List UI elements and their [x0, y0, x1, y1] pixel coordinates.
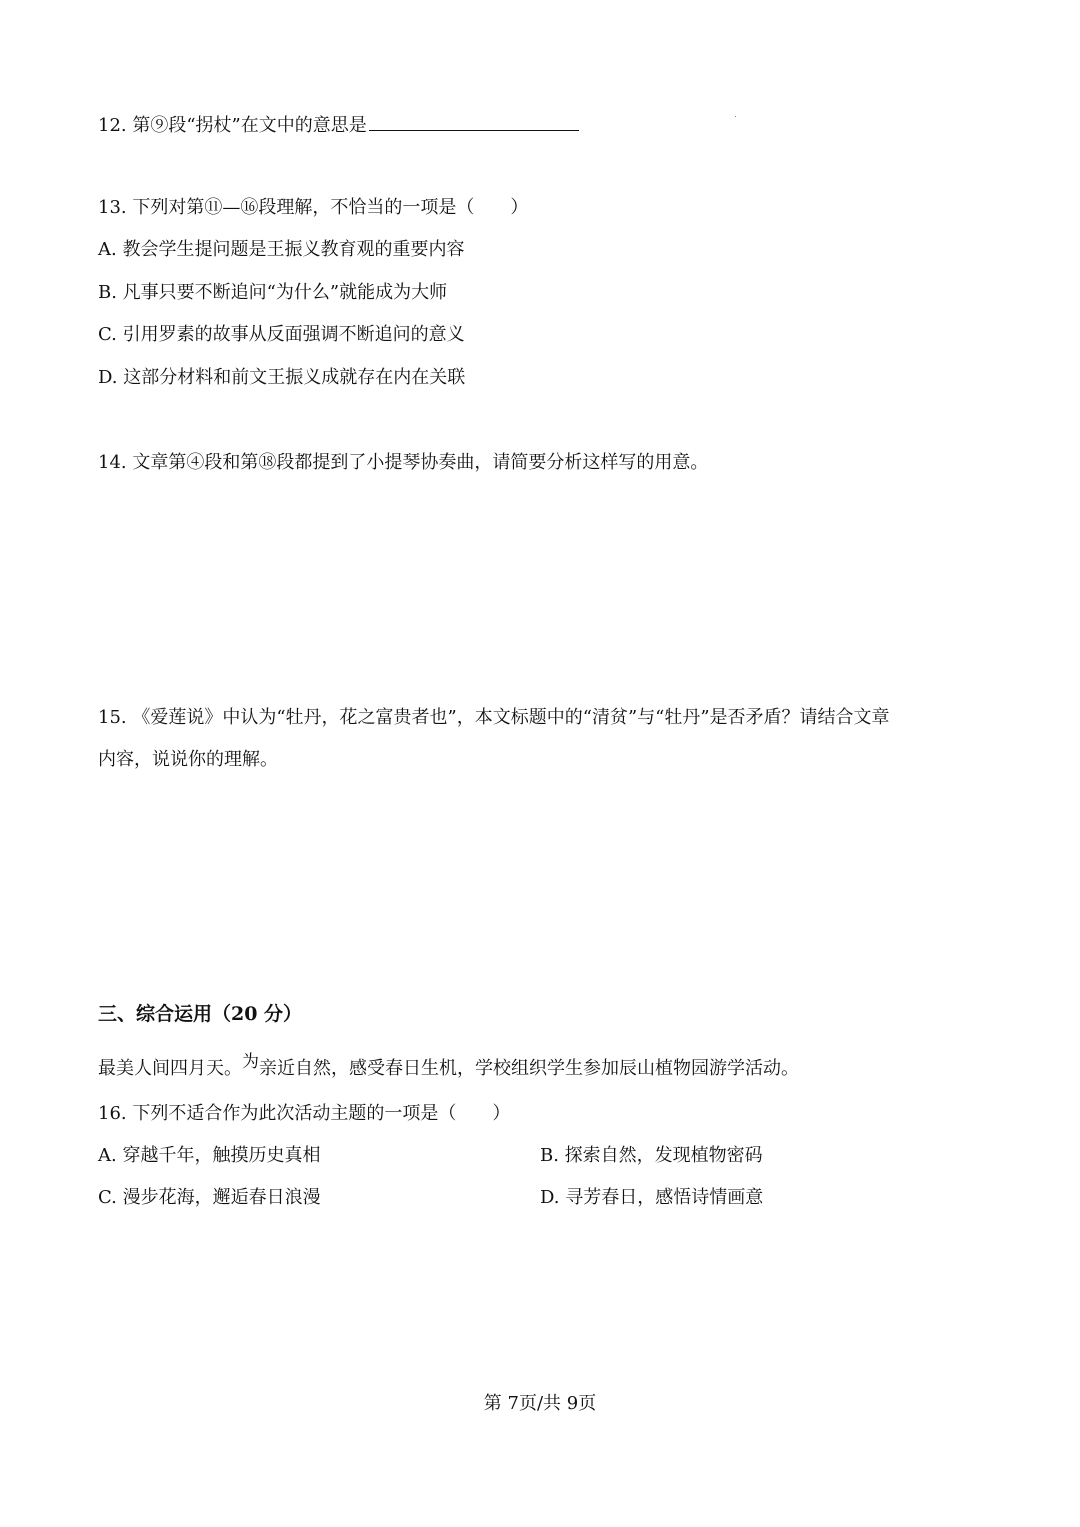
question-13-option-b: B. 凡事只要不断追问“为什么”就能成为大师 [98, 282, 448, 303]
section-3-intro [98, 1052, 799, 1081]
question-12-text: 12. 第⑨段“拐杖”在文中的意思是 [98, 115, 367, 136]
question-16-stem: 16. 下列不适合作为此次活动主题的一项是（ ） [98, 1103, 511, 1124]
question-14-stem: 14. 文章第④段和第⑱段都提到了小提琴协奏曲，请简要分析这样写的用意。 [98, 452, 709, 473]
question-16-option-b: B. 探索自然，发现植物密码 [540, 1145, 763, 1166]
section-3-title: 三、综合运用（20 分） [98, 1003, 303, 1025]
question-13-option-a: A. 教会学生提问题是王振义教育观的重要内容 [98, 239, 465, 260]
intro-part-1: 最美人间四月天。 [98, 1058, 242, 1079]
question-16-option-c: C. 漫步花海，邂逅春日浪漫 [98, 1187, 321, 1208]
intro-part-2: 亲近自然，感受春日生机，学校组织学生参加辰山植物园游学活动。 [259, 1058, 799, 1079]
question-13-option-d: D. 这部分材料和前文王振义成就存在内在关联 [98, 367, 466, 388]
question-16-option-d: D. 寻芳春日，感悟诗情画意 [540, 1187, 764, 1208]
question-16-option-a: A. 穿越千年，触摸历史真相 [98, 1145, 321, 1166]
question-13-stem: 13. 下列对第⑪—⑯段理解，不恰当的一项是（ ） [98, 197, 529, 218]
page-footer: 第 7页/共 9页 [483, 1393, 597, 1414]
question-13-option-c: C. 引用罗素的故事从反面强调不断追问的意义 [98, 324, 465, 345]
scan-speck [735, 116, 736, 117]
question-15-line-1: 15. 《爱莲说》中认为“牡丹，花之富贵者也”，本文标题中的“清贫”与“牡丹”是否矛盾？请结合文章 [98, 707, 890, 728]
question-15-line-2: 内容，说说你的理解。 [98, 749, 278, 770]
answer-blank[interactable] [369, 112, 579, 131]
question-12 [98, 112, 579, 138]
intro-raised-char: 为 [242, 1052, 259, 1072]
